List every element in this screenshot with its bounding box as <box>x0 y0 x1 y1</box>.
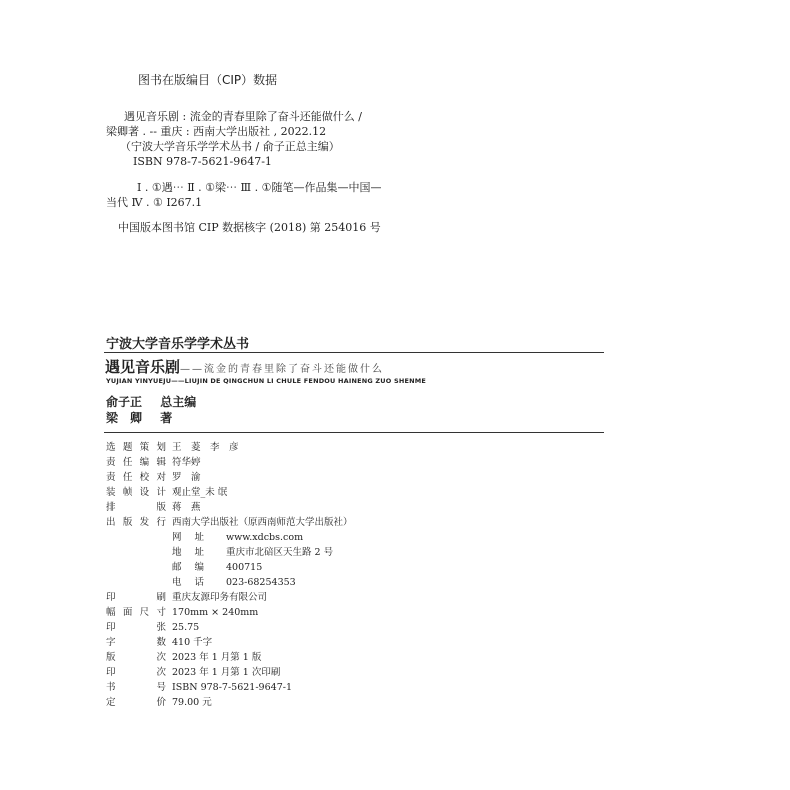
credit-row <box>106 501 506 515</box>
publisher-row <box>172 531 502 545</box>
cip-line: （宁波大学音乐学学术丛书 / 俞子正总主编） <box>120 140 340 153</box>
title-dash: —— <box>180 364 205 375</box>
spec-row <box>106 621 506 635</box>
spec-label: 印张 <box>106 622 166 633</box>
spec-value: 2023 年 1 月第 1 次印刷 <box>172 667 281 678</box>
spec-value: ISBN 978-7-5621-9647-1 <box>172 682 292 693</box>
publisher-label: 地址 <box>172 547 204 558</box>
spec-value: 重庆友源印务有限公司 <box>172 592 268 603</box>
spec-row <box>106 606 506 620</box>
publisher-value: 023-68254353 <box>226 577 296 588</box>
divider-top <box>104 352 604 353</box>
spec-value: 25.75 <box>172 622 200 633</box>
spec-label: 印次 <box>106 667 166 678</box>
publisher-row <box>172 546 502 560</box>
title-subtitle: 流金的青春里除了奋斗还能做什么 <box>204 364 385 375</box>
spec-value: 79.00 元 <box>172 697 212 708</box>
spec-row <box>106 696 506 710</box>
credit-row <box>106 516 506 530</box>
credit-label: 责任校对 <box>106 472 166 483</box>
spec-value: 410 千字 <box>172 637 213 648</box>
author-name: 梁 卿 <box>106 411 143 425</box>
cip-line: 梁卿著 . -- 重庆 : 西南大学出版社 , 2022.12 <box>106 125 327 138</box>
divider-bottom <box>104 432 604 433</box>
book-title <box>105 356 384 377</box>
spec-label: 字数 <box>106 637 166 648</box>
editor-role: 总主编 <box>160 395 197 409</box>
spec-label: 版次 <box>106 652 166 663</box>
spec-row <box>106 681 506 695</box>
credit-row <box>106 441 506 455</box>
series-name: 宁波大学音乐学学术丛书 <box>106 337 250 352</box>
cip-line: ISBN 978-7-5621-9647-1 <box>133 155 272 168</box>
spec-label: 印刷 <box>106 592 166 603</box>
editor-name: 俞子正 <box>106 395 143 409</box>
credit-value: 蒋 燕 <box>172 502 201 513</box>
credit-label: 出版发行 <box>106 517 166 528</box>
cip-line: 中国版本图书馆 CIP 数据核字 (2018) 第 254016 号 <box>118 221 381 234</box>
spec-label: 幅面尺寸 <box>106 607 166 618</box>
author-role: 著 <box>160 411 173 425</box>
spec-row <box>106 651 506 665</box>
title-main: 遇见音乐剧 <box>105 358 181 376</box>
author-line <box>106 409 172 426</box>
cip-line: 遇见音乐剧 : 流金的青春里除了奋斗还能做什么 / <box>124 110 362 123</box>
credit-label: 排版 <box>106 502 166 513</box>
credit-value: 观止堂_未 氓 <box>172 487 228 498</box>
publisher-label: 邮编 <box>172 562 204 573</box>
credit-value: 王 菱 李 彦 <box>172 442 239 453</box>
title-pinyin: YUJIAN YINYUEJU——LIUJIN DE QINGCHUN LI CHULE FENDOU HAINENG ZUO SHENME <box>106 377 427 385</box>
spec-label: 定价 <box>106 697 166 708</box>
credit-row <box>106 486 506 500</box>
credit-row <box>106 456 506 470</box>
credit-value: 罗 渝 <box>172 472 201 483</box>
editor-line <box>106 393 196 410</box>
credit-value: 西南大学出版社（原西南师范大学出版社） <box>172 517 353 528</box>
publisher-value: 400715 <box>226 562 263 573</box>
publisher-row <box>172 561 502 575</box>
credit-row <box>106 471 506 485</box>
cip-line: Ⅰ . ①遇⋯ Ⅱ . ①梁⋯ Ⅲ . ①随笔—作品集—中国— <box>137 181 382 194</box>
credit-label: 装帧设计 <box>106 487 166 498</box>
publisher-label: 网址 <box>172 532 204 543</box>
spec-row <box>106 666 506 680</box>
publisher-row <box>172 576 502 590</box>
cip-heading: 图书在版编目（CIP）数据 <box>138 73 278 87</box>
cip-line: 当代 Ⅳ . ① I267.1 <box>106 196 203 209</box>
spec-row <box>106 591 506 605</box>
spec-value: 170mm × 240mm <box>172 607 259 618</box>
spec-value: 2023 年 1 月第 1 版 <box>172 652 262 663</box>
credit-label: 选题策划 <box>106 442 166 453</box>
publisher-value: www.xdcbs.com <box>226 532 304 543</box>
credit-value: 符华婷 <box>172 457 201 468</box>
spec-label: 书号 <box>106 682 166 693</box>
publisher-value: 重庆市北碚区天生路 2 号 <box>226 547 334 558</box>
spec-row <box>106 636 506 650</box>
credit-label: 责任编辑 <box>106 457 166 468</box>
publisher-label: 电话 <box>172 577 204 588</box>
